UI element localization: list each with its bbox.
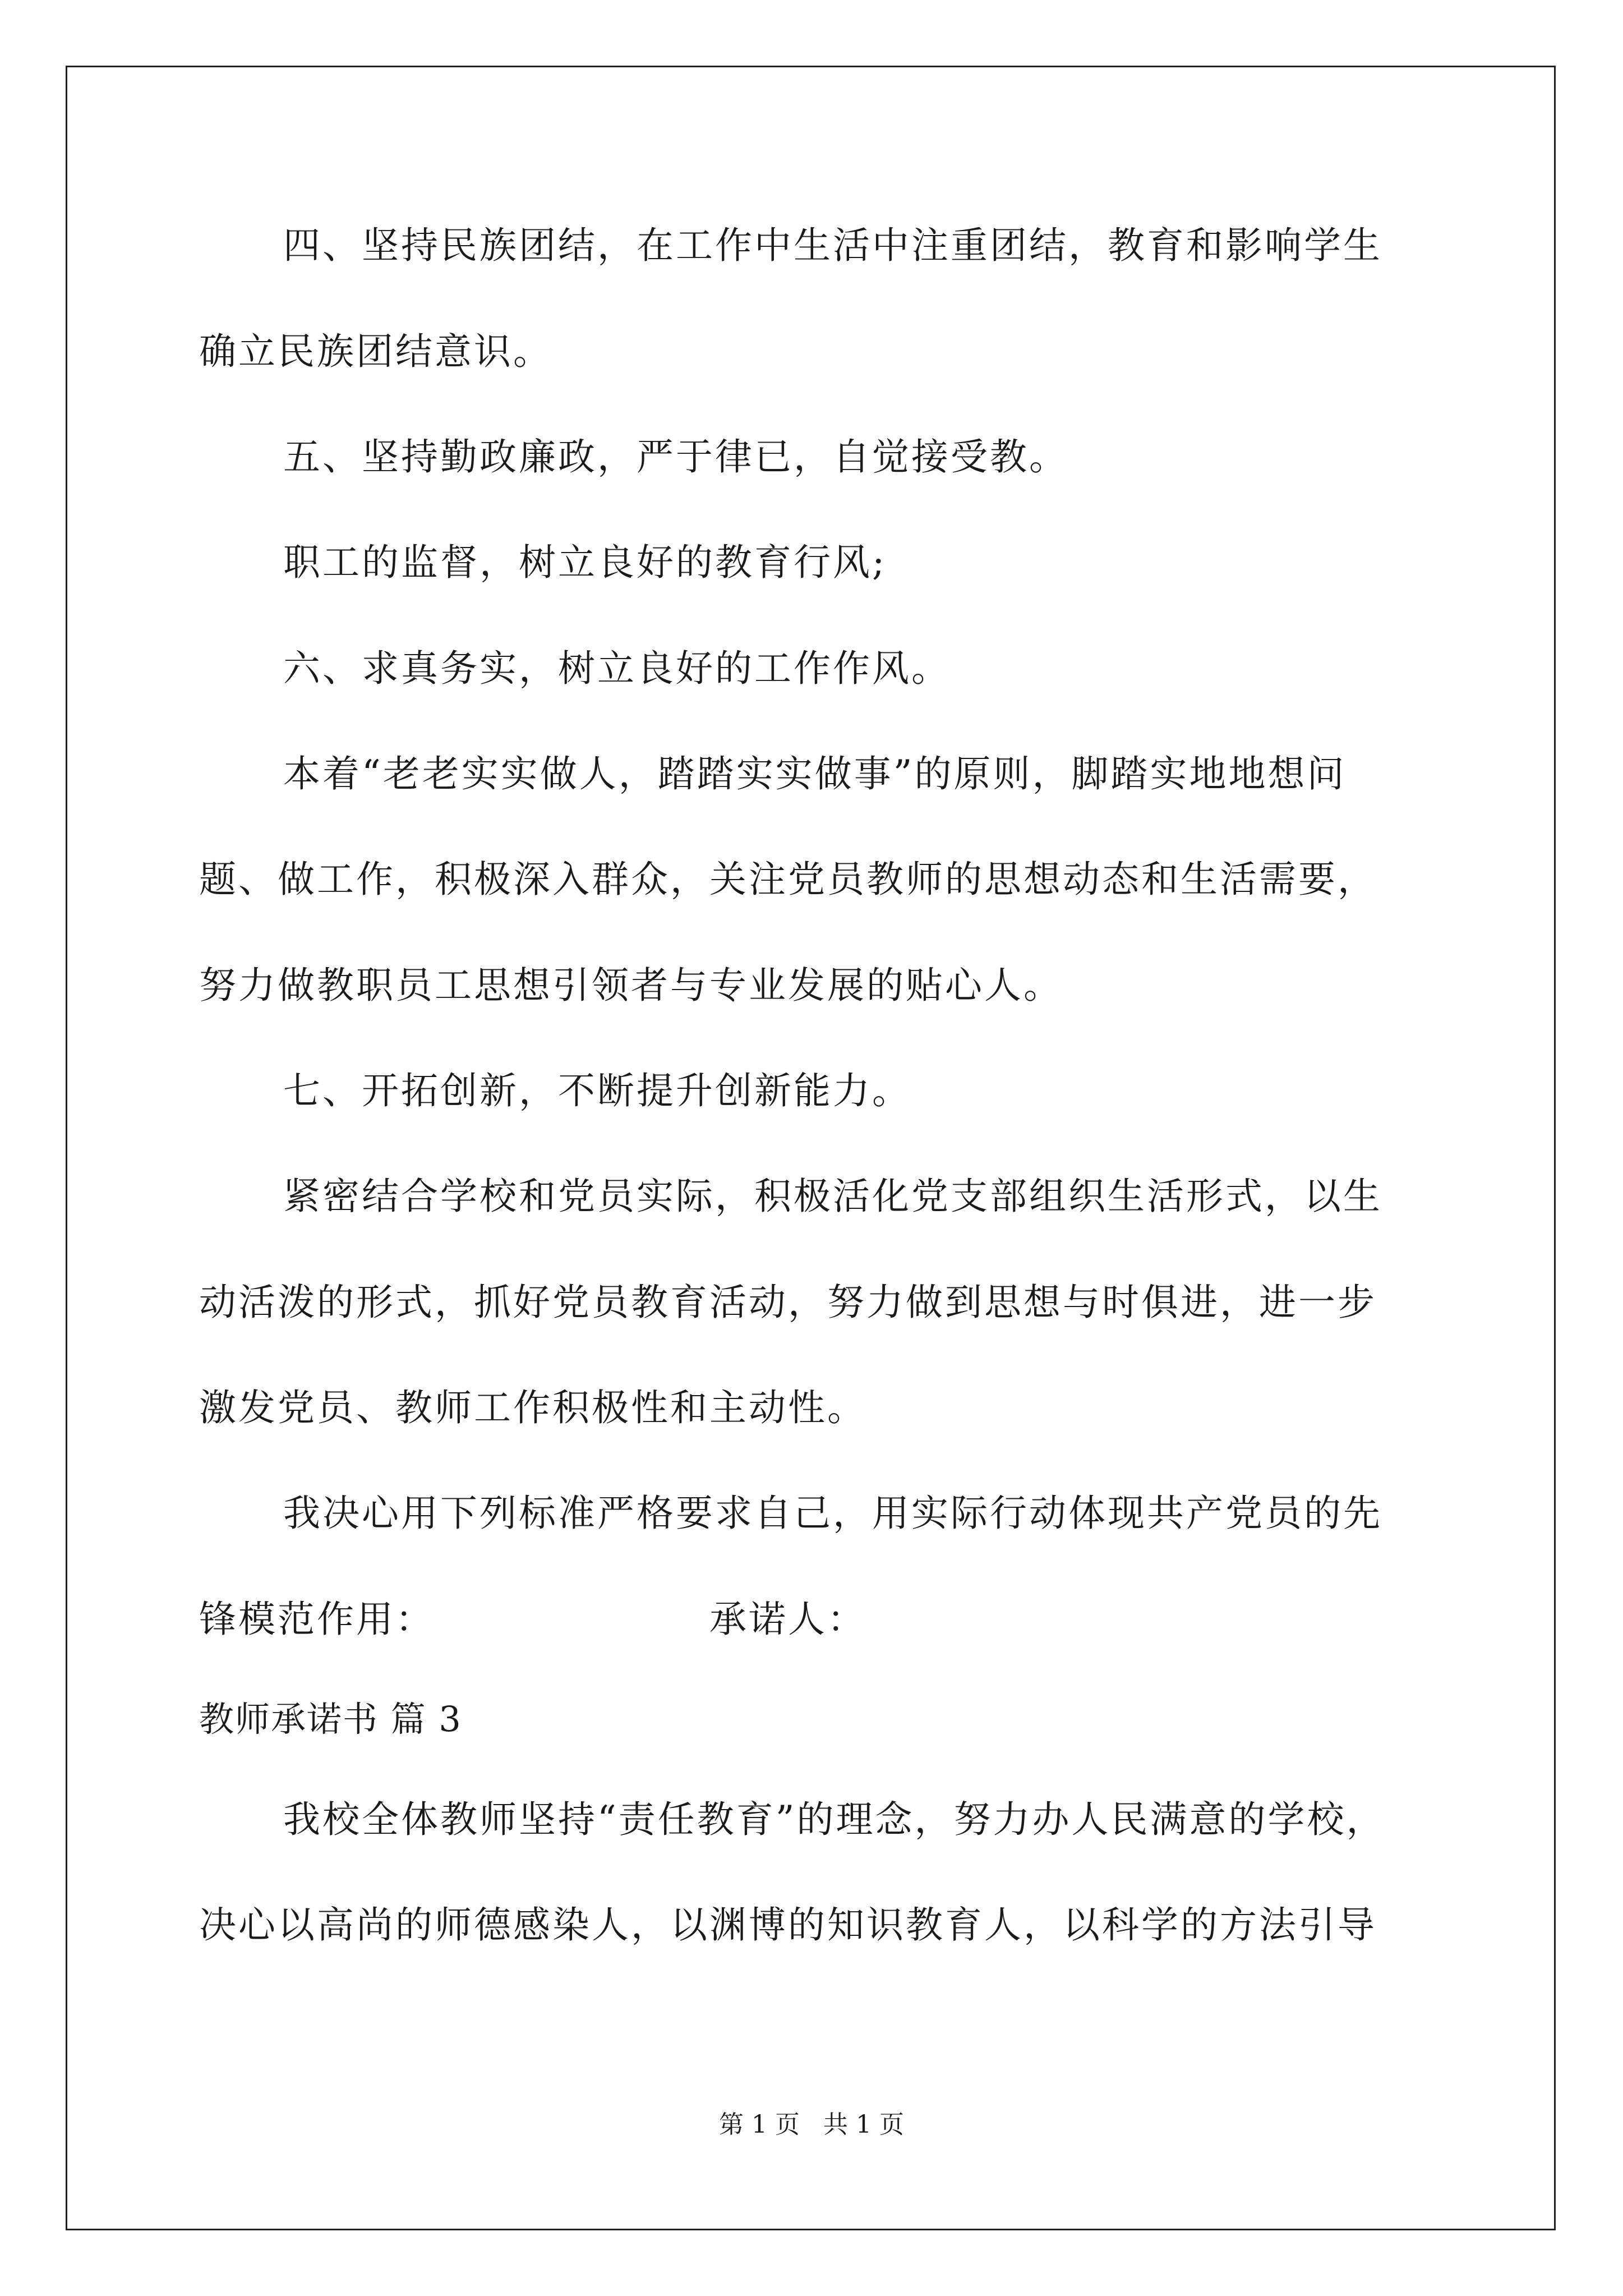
paragraph-line: 努力做教职员工思想引领者与专业发展的贴心人。: [199, 964, 1063, 1007]
page-number-footer: 第 1 页 共 1 页: [719, 2110, 904, 2139]
paragraph-line: 动活泼的形式，抓好党员教育活动，努力做到思想与时俱进，进一步: [199, 1281, 1377, 1324]
paragraph-line: 我决心用下列标准严格要求自己，用实际行动体现共产党员的先: [283, 1492, 1382, 1535]
paragraph-line: 七、开拓创新，不断提升创新能力。: [283, 1069, 911, 1112]
paragraph-line: 题、做工作，积极深入群众，关注党员教师的思想动态和生活需要，: [199, 858, 1377, 901]
paragraph-line: 决心以高尚的师德感染人，以渊博的知识教育人，以科学的方法引导: [199, 1903, 1377, 1947]
paragraph-line: 四、坚持民族团结，在工作中生活中注重团结，教育和影响学生: [283, 224, 1382, 267]
signer-label: 承诺人：: [709, 1598, 866, 1641]
paragraph-line: 五、坚持勤政廉政，严于律已，自觉接受教。: [283, 435, 1068, 478]
section-heading: 教师承诺书 篇 3: [199, 1699, 462, 1740]
paragraph-line: 职工的监督，树立良好的教育行风;: [283, 541, 887, 584]
paragraph-line: 紧密结合学校和党员实际，积极活化党支部组织生活形式，以生: [283, 1175, 1382, 1218]
paragraph-line: 我校全体教师坚持“责任教育”的理念，努力办人民满意的学校，: [283, 1798, 1386, 1841]
paragraph-line: 六、求真务实，树立良好的工作作风。: [283, 647, 951, 690]
paragraph-line: 锋模范作用：: [199, 1598, 435, 1641]
paragraph-line: 确立民族团结意识。: [199, 330, 552, 373]
paragraph-line: 本着“老老实实做人，踏踏实实做事”的原则，脚踏实地地想问: [283, 752, 1347, 795]
paragraph-line: 激发党员、教师工作积极性和主动性。: [199, 1386, 866, 1429]
